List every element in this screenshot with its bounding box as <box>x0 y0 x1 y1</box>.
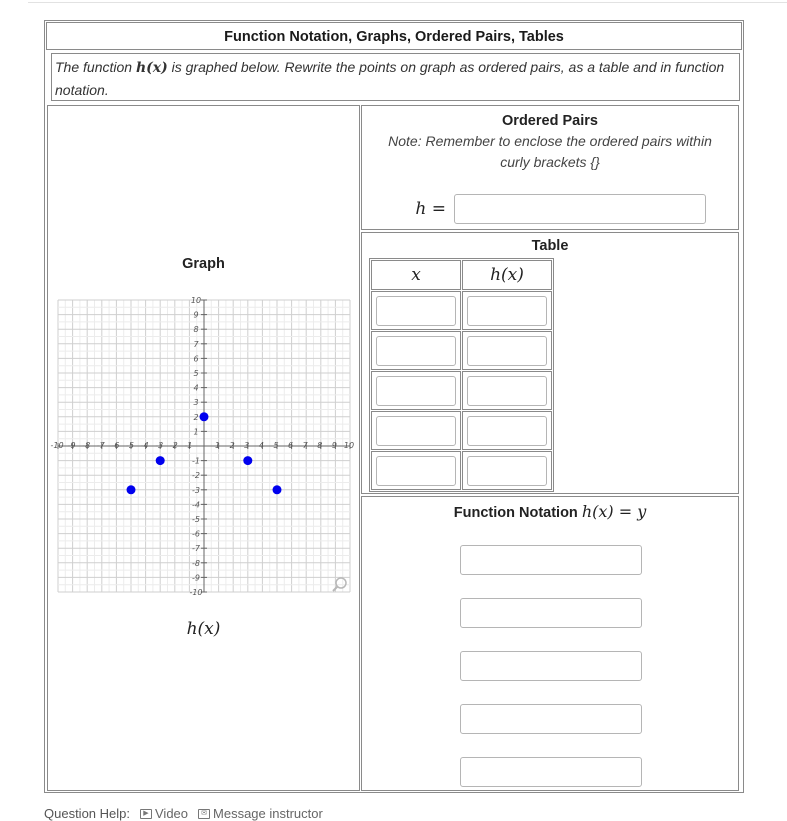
video-link-label: Video <box>155 806 189 821</box>
message-instructor-link[interactable] <box>198 806 323 821</box>
table-cell-hx <box>462 411 552 450</box>
y-tick-label: 5 <box>193 369 199 378</box>
table-row <box>371 291 552 330</box>
x-tick-label: -9 <box>67 441 76 450</box>
x-tick-label: 5 <box>273 441 279 450</box>
column-header-x-label: x <box>411 265 421 285</box>
table-heading: Table <box>531 238 569 254</box>
y-tick-label: 4 <box>193 383 199 393</box>
function-notation-title: Function Notation <box>453 505 578 521</box>
y-tick-label: -2 <box>192 471 200 481</box>
function-notation-input-1[interactable] <box>460 545 642 575</box>
ordered-pairs-row <box>402 194 706 224</box>
x-tick-label: -8 <box>82 441 91 450</box>
x-input-5[interactable] <box>376 456 456 486</box>
x-tick-label: 6 <box>288 441 294 450</box>
x-input-2[interactable] <box>376 336 456 366</box>
x-tick-label: 10 <box>343 441 355 450</box>
graph-heading: Graph <box>182 256 225 272</box>
function-notation-heading <box>362 502 738 521</box>
y-tick-label: 1 <box>193 427 199 437</box>
table-row <box>371 371 552 410</box>
table-cell-hx <box>462 291 552 330</box>
y-tick-label: 10 <box>190 296 202 305</box>
ordered-pairs-note: Note: Remember to enclose the ordered pairs within curly brackets {} <box>388 133 712 170</box>
column-header-x <box>371 260 461 290</box>
y-tick-label: -5 <box>192 515 200 524</box>
table-row <box>371 451 552 490</box>
description-suffix: is graphed below. Rewrite the points on graph as ordered pairs, as a table and in function notation. <box>55 59 725 98</box>
table-cell-hx <box>462 371 552 410</box>
table-cell-x <box>371 411 461 450</box>
video-link[interactable] <box>140 806 188 821</box>
question-help <box>44 806 323 821</box>
table-cell-hx <box>462 331 552 370</box>
y-tick-label: -4 <box>192 500 200 510</box>
ordered-pairs-panel <box>361 105 739 230</box>
page-title: Function Notation, Graphs, Ordered Pairs, Tables <box>46 22 742 50</box>
graph-panel <box>47 105 360 791</box>
hx-input-5[interactable] <box>467 456 547 486</box>
x-tick-label: -1 <box>184 441 193 450</box>
x-input-1[interactable] <box>376 296 456 326</box>
message-link-label: Message instructor <box>213 806 323 821</box>
y-tick-label: 2 <box>193 412 199 422</box>
y-tick-label: -9 <box>192 573 200 583</box>
function-notation-expr: h(x) = y <box>581 502 647 521</box>
graph-point <box>273 485 282 494</box>
table-cell-x <box>371 331 461 370</box>
x-tick-label: -2 <box>169 441 178 450</box>
envelope-icon: ✉ <box>198 809 210 819</box>
question-frame <box>44 20 744 793</box>
y-tick-label: 6 <box>193 354 199 364</box>
y-tick-label: -1 <box>192 456 200 466</box>
x-tick-label: -4 <box>140 441 149 450</box>
graph-point <box>127 485 136 494</box>
x-tick-label: -3 <box>155 441 164 450</box>
column-header-hx <box>462 260 552 290</box>
table-cell-hx <box>462 451 552 490</box>
y-tick-label: -6 <box>192 529 200 539</box>
question-help-label: Question Help: <box>44 806 130 821</box>
table-cell-x <box>371 451 461 490</box>
y-tick-label: 7 <box>193 339 199 349</box>
function-notation-input-2[interactable] <box>460 598 642 628</box>
table-cell-x <box>371 371 461 410</box>
x-input-4[interactable] <box>376 416 456 446</box>
function-notation-panel <box>361 496 739 791</box>
y-tick-label: -3 <box>192 485 200 495</box>
y-tick-label: 3 <box>193 398 199 408</box>
hx-input-1[interactable] <box>467 296 547 326</box>
hx-input-3[interactable] <box>467 376 547 406</box>
function-notation-input-3[interactable] <box>460 651 642 681</box>
function-graph[interactable] <box>50 296 355 597</box>
description-prefix: The function <box>55 59 133 75</box>
graph-point <box>156 456 165 465</box>
ordered-pairs-heading: Ordered Pairs <box>502 113 598 129</box>
function-notation-input-5[interactable] <box>460 757 642 787</box>
x-tick-label: -6 <box>111 441 120 450</box>
function-notation-input-4[interactable] <box>460 704 642 734</box>
graph-caption-label: h(x) <box>186 619 221 639</box>
table-row <box>371 411 552 450</box>
description-function: h(x) <box>135 60 168 76</box>
y-tick-label: -10 <box>189 588 203 597</box>
values-table <box>369 258 554 492</box>
table-header-row <box>371 260 552 290</box>
x-tick-label: 3 <box>244 441 250 450</box>
graph-caption <box>48 619 359 639</box>
graph-point <box>243 456 252 465</box>
x-tick-label: 4 <box>258 441 264 450</box>
top-divider <box>28 2 787 3</box>
x-tick-label: 8 <box>317 441 323 450</box>
x-tick-label: 7 <box>302 441 308 450</box>
hx-input-2[interactable] <box>467 336 547 366</box>
x-tick-label: 2 <box>229 441 235 450</box>
table-cell-x <box>371 291 461 330</box>
ordered-pairs-input[interactable] <box>454 194 706 224</box>
question-description <box>51 53 740 101</box>
y-tick-label: -7 <box>192 544 200 554</box>
y-tick-label: -8 <box>192 558 200 568</box>
play-icon: ▶ <box>140 809 152 819</box>
y-tick-label: 8 <box>193 325 199 335</box>
y-tick-label: 9 <box>193 310 199 320</box>
column-header-hx-label: h(x) <box>490 265 524 285</box>
x-tick-label: -10 <box>50 441 64 450</box>
table-row <box>371 331 552 370</box>
graph-point <box>200 412 209 421</box>
hx-input-4[interactable] <box>467 416 547 446</box>
x-tick-label: 1 <box>215 441 221 450</box>
ordered-pairs-label: h = <box>415 199 446 219</box>
x-tick-label: -7 <box>96 441 105 450</box>
x-tick-label: -5 <box>126 441 134 450</box>
table-panel <box>361 232 739 494</box>
x-input-3[interactable] <box>376 376 456 406</box>
x-tick-label: 9 <box>331 441 337 450</box>
